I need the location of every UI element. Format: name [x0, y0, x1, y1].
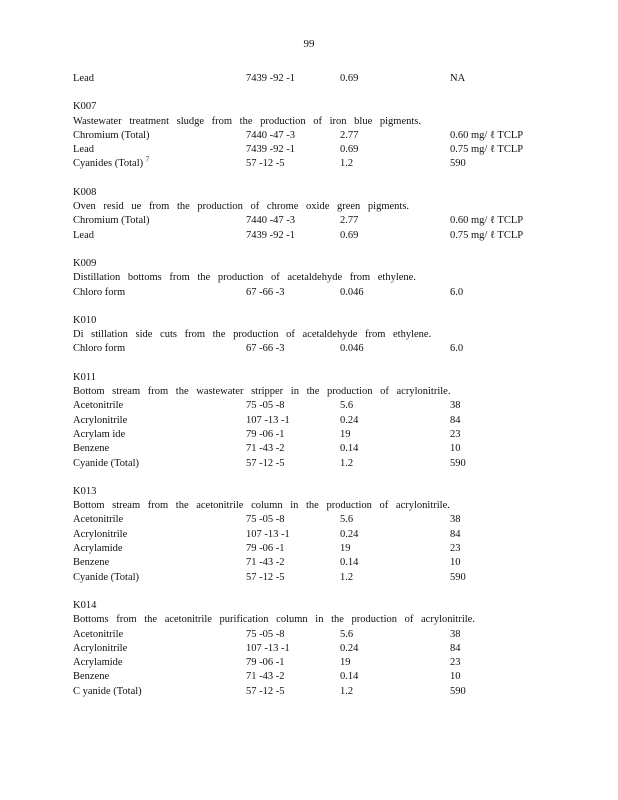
table-row: [73, 399, 543, 413]
table-row: [73, 571, 543, 585]
nonwastewater-standard: 10: [450, 671, 461, 683]
wastewater-standard: 0.046: [340, 286, 364, 298]
wastewater-standard: 19: [340, 657, 351, 669]
nonwastewater-standard: 590: [450, 685, 466, 697]
wastewater-standard: 5.6: [340, 400, 354, 412]
table-row: [73, 428, 543, 442]
cas-number: 79 -06 -1: [246, 543, 285, 555]
table-row: [73, 628, 543, 642]
constituent-name: Chloro form: [73, 286, 126, 298]
table-row: [73, 72, 543, 86]
waste-section: [73, 485, 543, 585]
constituent-name: Acrylonitrile: [73, 414, 128, 426]
constituent-name: Cyanide (Total): [73, 571, 140, 583]
constituent-name: Acrylamide: [73, 657, 123, 669]
constituent-name-text: Cyanides (Total): [73, 158, 144, 170]
table-row: [73, 229, 543, 243]
section-spacer: [73, 300, 543, 314]
cas-number: 57 -12 -5: [246, 158, 285, 170]
cas-number: 7439 -92 -1: [246, 229, 295, 241]
nonwastewater-standard: 0.60 mg/ ℓ TCLP: [450, 129, 524, 141]
constituent-name: Chromium (Total): [73, 129, 150, 141]
wastewater-standard: 0.046: [340, 343, 364, 355]
footnote-marker: 7: [145, 155, 150, 164]
waste-description: Di stillation side cuts from the production of acetaldehyde from ethylene.: [73, 329, 432, 341]
nonwastewater-standard: 23: [450, 428, 461, 440]
section-spacer: [73, 585, 543, 599]
nonwastewater-standard: 38: [450, 514, 461, 526]
waste-sections: [73, 86, 543, 699]
constituent-name: Chloro form: [73, 343, 126, 355]
wastewater-standard: 0.69: [340, 144, 359, 156]
waste-section: [73, 257, 543, 300]
table-row: [73, 157, 543, 171]
table-row: [73, 528, 543, 542]
table-row: [73, 129, 543, 143]
nonwastewater-standard: NA: [450, 73, 466, 84]
constituent-name: Benzene: [73, 671, 110, 683]
waste-code: K009: [73, 257, 97, 269]
constituent-name: Acetonitrile: [73, 400, 124, 412]
table-row: [73, 457, 543, 471]
waste-section: [73, 371, 543, 471]
section-spacer: [73, 243, 543, 257]
table-row: [73, 656, 543, 670]
constituent-name: Lead: [73, 229, 94, 241]
table-row: [73, 542, 543, 556]
wastewater-standard: 0.14: [340, 443, 359, 455]
wastewater-standard: 0.14: [340, 557, 359, 569]
wastewater-standard: 0.24: [340, 414, 359, 426]
nonwastewater-standard: 38: [450, 628, 461, 640]
table-row: [73, 342, 543, 356]
nonwastewater-standard: 590: [450, 457, 466, 469]
table-row: [73, 642, 543, 656]
cas-number: 79 -06 -1: [246, 657, 285, 669]
cas-number: 7440 -47 -3: [246, 129, 295, 141]
constituent-name: Acrylonitrile: [73, 642, 128, 654]
wastewater-standard: 0.14: [340, 671, 359, 683]
cas-number: 7439 -92 -1: [246, 73, 295, 84]
page-number: 99: [303, 38, 315, 50]
constituent-name: Benzene: [73, 443, 110, 455]
cas-number: 67 -66 -3: [246, 343, 285, 355]
cas-number: 57 -12 -5: [246, 571, 285, 583]
cas-number: 71 -43 -2: [246, 443, 285, 455]
nonwastewater-standard: 84: [450, 642, 461, 654]
waste-code: K013: [73, 485, 97, 497]
cas-number: 107 -13 -1: [246, 642, 290, 654]
wastewater-standard: 2.77: [340, 129, 359, 141]
constituent-name: Acrylonitrile: [73, 528, 128, 540]
cas-number: 7440 -47 -3: [246, 215, 295, 227]
nonwastewater-standard: 0.75 mg/ ℓ TCLP: [450, 229, 524, 241]
cas-number: 79 -06 -1: [246, 428, 285, 440]
wastewater-standard: 5.6: [340, 628, 354, 640]
constituent-name: Acrylam ide: [73, 428, 126, 440]
table-row: [73, 286, 543, 300]
waste-code: K007: [73, 101, 97, 113]
nonwastewater-standard: 84: [450, 414, 461, 426]
constituent-name: Benzene: [73, 557, 110, 569]
waste-description: Bottoms from the acetonitrile purification column in the production of acrylonitrile.: [73, 614, 475, 626]
nonwastewater-standard: 0.75 mg/ ℓ TCLP: [450, 144, 524, 156]
constituent-name: Acetonitrile: [73, 628, 124, 640]
cas-number: 75 -05 -8: [246, 514, 285, 526]
waste-section: [73, 599, 543, 699]
waste-section: [73, 186, 543, 243]
cas-number: 71 -43 -2: [246, 671, 285, 683]
section-spacer: [73, 471, 543, 485]
wastewater-standard: 19: [340, 543, 351, 555]
waste-section: [73, 314, 543, 357]
cas-number: 75 -05 -8: [246, 628, 285, 640]
constituent-name: Acetonitrile: [73, 514, 124, 526]
cas-number: 107 -13 -1: [246, 528, 290, 540]
constituent-name: [73, 157, 149, 171]
cas-number: 75 -05 -8: [246, 400, 285, 412]
waste-code-table: [73, 72, 543, 699]
wastewater-standard: 1.2: [340, 685, 354, 697]
cas-number: 71 -43 -2: [246, 557, 285, 569]
waste-description: Distillation bottoms from the production of acetaldehyde from ethylene.: [73, 272, 416, 284]
section-spacer: [73, 357, 543, 371]
section-spacer: [73, 172, 543, 186]
constituent-name: Lead: [73, 144, 94, 156]
wastewater-standard: 5.6: [340, 514, 354, 526]
wastewater-standard: 0.69: [340, 229, 359, 241]
cas-number: 57 -12 -5: [246, 685, 285, 697]
wastewater-standard: 1.2: [340, 457, 354, 469]
nonwastewater-standard: 590: [450, 158, 466, 170]
table-row: [73, 685, 543, 699]
table-row: [73, 214, 543, 228]
wastewater-standard: 0.24: [340, 642, 359, 654]
nonwastewater-standard: 10: [450, 443, 461, 455]
waste-section: [73, 100, 543, 171]
cas-number: 67 -66 -3: [246, 286, 285, 298]
constituent-name: Cyanide (Total): [73, 457, 140, 469]
cas-number: 57 -12 -5: [246, 457, 285, 469]
waste-code: K010: [73, 314, 97, 326]
nonwastewater-standard: 84: [450, 528, 461, 540]
table-row: [73, 414, 543, 428]
constituent-name: Acrylamide: [73, 543, 123, 555]
wastewater-standard: 0.24: [340, 528, 359, 540]
wastewater-standard: 1.2: [340, 158, 354, 170]
section-spacer: [73, 86, 543, 100]
constituent-name: Lead: [73, 73, 94, 84]
nonwastewater-standard: 23: [450, 657, 461, 669]
waste-description: Bottom stream from the wastewater stripper in the production of acrylonitrile.: [73, 386, 451, 398]
cas-number: 107 -13 -1: [246, 414, 290, 426]
table-row: [73, 442, 543, 456]
wastewater-standard: 2.77: [340, 215, 359, 227]
wastewater-standard: 19: [340, 428, 351, 440]
nonwastewater-standard: 590: [450, 571, 466, 583]
waste-code: K008: [73, 186, 97, 198]
nonwastewater-standard: 38: [450, 400, 461, 412]
table-row: [73, 513, 543, 527]
table-row: [73, 143, 543, 157]
constituent-name: Chromium (Total): [73, 215, 150, 227]
nonwastewater-standard: 6.0: [450, 286, 464, 298]
waste-code: K011: [73, 371, 96, 383]
nonwastewater-standard: 0.60 mg/ ℓ TCLP: [450, 215, 524, 227]
waste-description: Bottom stream from the acetonitrile column in the production of acrylonitrile.: [73, 500, 450, 512]
waste-code: K014: [73, 599, 97, 611]
cas-number: 7439 -92 -1: [246, 144, 295, 156]
wastewater-standard: 1.2: [340, 571, 354, 583]
table-row: [73, 556, 543, 570]
table-row: [73, 670, 543, 684]
constituent-name: C yanide (Total): [73, 685, 142, 697]
wastewater-standard: 0.69: [340, 73, 359, 84]
waste-description: Oven resid ue from the production of chrome oxide green pigments.: [73, 201, 410, 213]
nonwastewater-standard: 6.0: [450, 343, 464, 355]
nonwastewater-standard: 10: [450, 557, 461, 569]
nonwastewater-standard: 23: [450, 543, 461, 555]
waste-description: Wastewater treatment sludge from the production of iron blue pigments.: [73, 115, 421, 127]
